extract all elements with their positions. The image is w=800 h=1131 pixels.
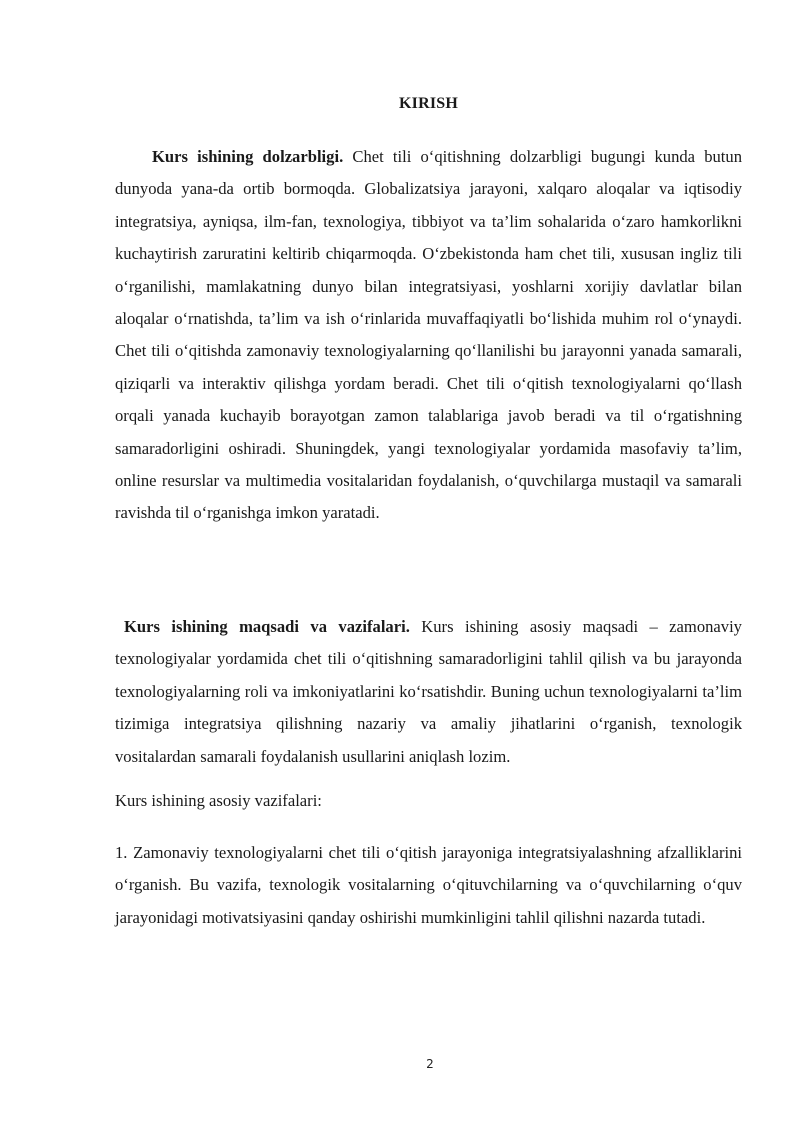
paragraph-relevance xyxy=(115,141,742,530)
paragraph-lead: Kurs ishining maqsadi va vazifalari. xyxy=(124,617,410,636)
paragraph-task-1 xyxy=(115,837,742,934)
paragraph-body: Kurs ishining asosiy maqsadi – zamonaviy texnologiyalar yordamida chet tili o‘qitishning samaradorligini tahlil qilish va bu jarayonda texnologiyalarning roli va imkoniyatlarini ko‘rsatishdir. Buning uchun texnologiyalarni ta’lim tizimiga integratsiya qilishning nazariy va amaliy jihatlarini o‘rganish, texnologik vositalardan samarali foydalanish usullarini aniqlash lozim. xyxy=(115,617,742,766)
paragraph-tasks-heading xyxy=(115,785,742,817)
page-number: 2 xyxy=(426,1057,434,1071)
paragraph-body: Kurs ishining asosiy vazifalari: xyxy=(115,791,322,810)
paragraph-lead: Kurs ishining dolzarbligi. xyxy=(152,147,344,166)
page-title: KIRISH xyxy=(399,95,458,112)
paragraph-goals xyxy=(115,611,742,773)
paragraph-body: Chet tili o‘qitishning dolzarbligi bugungi kunda butun dunyoda yana-da ortib bormoqda. Globalizatsiya jarayoni, xalqaro aloqalar va iqtisodiy integratsiya, ayniqsa, ilm-fan, texnologiya, tibbiyot va ta’lim sohalarida o‘zaro hamkorlikni kuchaytirish zaruratini keltirib chiqarmoqda. O‘zbekistonda ham chet tili, xususan ingliz tili o‘rganilishi, mamlakatning dunyo bilan integratsiyasi, yoshlarni xorijiy davlatlar bilan aloqalar o‘rnatishda, ta’lim va ish o‘rinlarida muvaffaqiyatli bo‘lishida muhim rol o‘ynaydi. Chet tili o‘qitishda zamonaviy texnologiyalarning qo‘llanilishi bu jarayonni yanada samarali, qiziqarli va interaktiv qilishga yordam beradi. Chet tili o‘qitish texnologiyalarni qo‘llash orqali yanada kuchayib borayotgan zamon talablariga javob beradi va til o‘rgatishning samaradorligini oshiradi. Shuningdek, yangi texnologiyalar yordamida masofaviy ta’lim, online resurslar va multimedia vositalaridan foydalanish, o‘quvchilarga mustaqil va samarali ravishda til o‘rganishga imkon yaratadi. xyxy=(115,147,742,523)
paragraph-body: 1. Zamonaviy texnologiyalarni chet tili o‘qitish jarayoniga integratsiyalashning afzalliklarini o‘rganish. Bu vazifa, texnologik vositalarning o‘qituvchilarning va o‘quvchilarning o‘quv jarayonidagi motivatsiyasini qanday oshirishi mumkinligini tahlil qilishni nazarda tutadi. xyxy=(115,843,742,927)
